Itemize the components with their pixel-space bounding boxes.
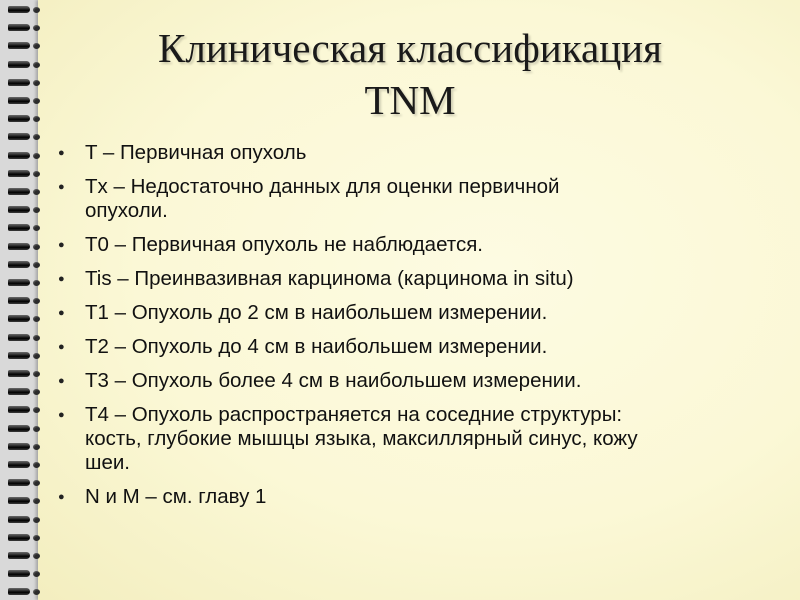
- bullet-item: [58, 141, 758, 165]
- binding-ring: [8, 516, 34, 527]
- binding-ring: [8, 443, 34, 454]
- binding-ring: [8, 479, 34, 490]
- title-line-2: TNM: [364, 77, 456, 123]
- slide-title: [60, 22, 760, 126]
- bullet-item: [58, 267, 758, 291]
- binding-ring: [8, 297, 34, 308]
- binding-ring: [8, 24, 34, 35]
- bullet-marker-icon: ●: [58, 409, 65, 421]
- bullet-text: Tis – Преинвазивная карцинома (карцинома in situ): [85, 267, 574, 290]
- binding-ring: [8, 388, 34, 399]
- binding-ring: [8, 334, 34, 345]
- bullet-item: [58, 233, 758, 257]
- bullet-text: опухоли.: [85, 199, 168, 222]
- title-line-1: Клиническая классификация: [158, 25, 662, 71]
- binding-ring: [8, 224, 34, 235]
- bullet-marker-icon: ●: [58, 491, 65, 503]
- binding-ring: [8, 133, 34, 144]
- binding-ring: [8, 461, 34, 472]
- spiral-binding-icon: [0, 0, 44, 600]
- bullet-text: T0 – Первичная опухоль не наблюдается.: [85, 233, 483, 256]
- binding-ring: [8, 206, 34, 217]
- binding-ring: [8, 370, 34, 381]
- bullet-text: шеи.: [85, 451, 130, 474]
- bullet-marker-icon: ●: [58, 341, 65, 353]
- bullet-text: Tx – Недостаточно данных для оценки первичной: [85, 175, 560, 198]
- bullet-item: [58, 369, 758, 393]
- bullet-item: [58, 335, 758, 359]
- bullet-text: N и M – см. главу 1: [85, 485, 267, 508]
- binding-ring: [8, 152, 34, 163]
- bullet-list: [58, 141, 758, 519]
- binding-ring: [8, 170, 34, 181]
- binding-ring: [8, 534, 34, 545]
- binding-ring: [8, 315, 34, 326]
- bullet-item: [58, 485, 758, 509]
- binding-ring: [8, 42, 34, 53]
- binding-ring: [8, 570, 34, 581]
- bullet-marker-icon: ●: [58, 375, 65, 387]
- bullet-marker-icon: ●: [58, 181, 65, 193]
- bullet-marker-icon: ●: [58, 273, 65, 285]
- binding-ring: [8, 188, 34, 199]
- binding-ring: [8, 115, 34, 126]
- bullet-text: T1 – Опухоль до 2 см в наибольшем измерении.: [85, 301, 548, 324]
- binding-ring: [8, 243, 34, 254]
- binding-ring: [8, 497, 34, 508]
- binding-ring: [8, 261, 34, 272]
- binding-ring: [8, 352, 34, 363]
- bullet-marker-icon: ●: [58, 239, 65, 251]
- binding-ring: [8, 588, 34, 599]
- binding-ring: [8, 97, 34, 108]
- bullet-text: T – Первичная опухоль: [85, 141, 307, 164]
- bullet-text: T2 – Опухоль до 4 см в наибольшем измерении.: [85, 335, 548, 358]
- bullet-marker-icon: ●: [58, 307, 65, 319]
- bullet-text: кость, глубокие мышцы языка, максиллярный синус, кожу: [85, 427, 638, 450]
- bullet-marker-icon: ●: [58, 147, 65, 159]
- binding-ring: [8, 425, 34, 436]
- bullet-item: [58, 301, 758, 325]
- bullet-item: [58, 403, 758, 475]
- binding-ring: [8, 552, 34, 563]
- binding-ring: [8, 406, 34, 417]
- binding-ring: [8, 6, 34, 17]
- binding-ring: [8, 79, 34, 90]
- bullet-text: T3 – Опухоль более 4 см в наибольшем измерении.: [85, 369, 582, 392]
- bullet-text: T4 – Опухоль распространяется на соседние структуры:: [85, 403, 623, 426]
- bullet-item: [58, 175, 758, 223]
- binding-ring: [8, 61, 34, 72]
- binding-ring: [8, 279, 34, 290]
